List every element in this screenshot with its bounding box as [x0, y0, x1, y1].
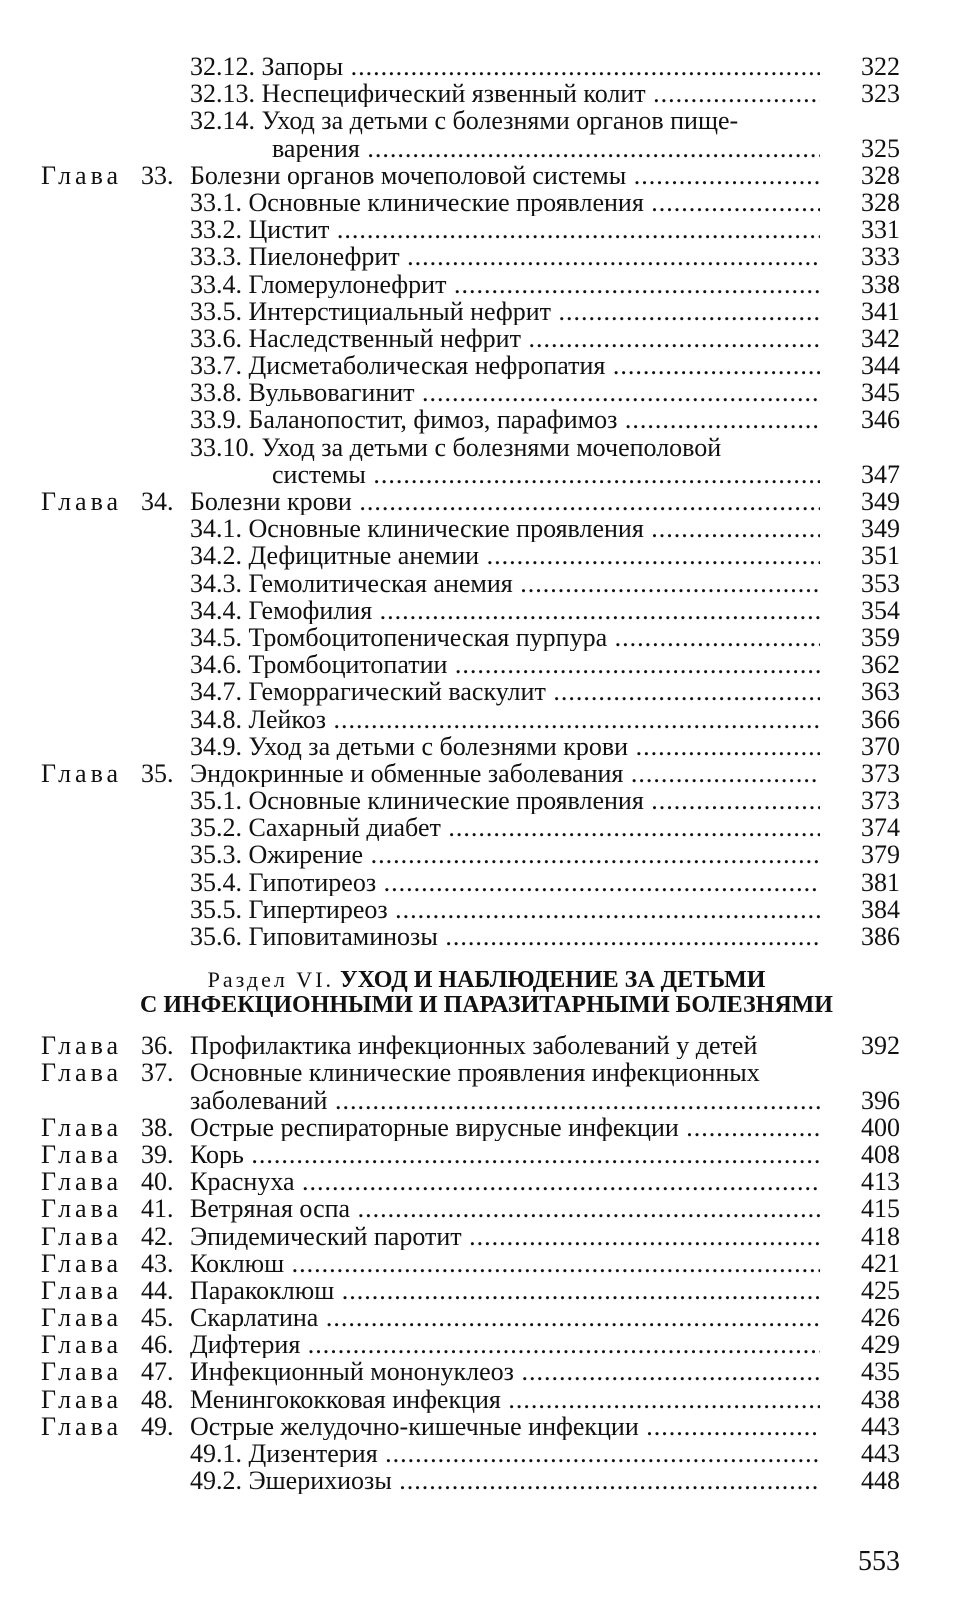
page-reference: 435: [861, 1357, 900, 1387]
page-reference: 443: [861, 1411, 900, 1441]
subsection-number: 33.1.: [190, 188, 242, 217]
toc-entry: [0, 488, 973, 515]
subsection-number: 49.1.: [190, 1440, 242, 1468]
entry-title: Цистит: [248, 216, 330, 244]
subsection-number: 32.13.: [190, 80, 255, 108]
toc-entry: [0, 271, 973, 298]
chapter-label: Глава: [41, 1221, 123, 1251]
subsection-number: 34.3.: [190, 569, 242, 597]
entry-title: Гломерулонефрит: [248, 270, 447, 298]
subsection-entry: [190, 923, 820, 950]
subsection-entry: [190, 216, 820, 243]
chapter-label: Глава: [41, 160, 123, 190]
entry-title: Дифтерия .....: [190, 1331, 820, 1358]
toc-entry: [0, 352, 973, 379]
page-reference: 379: [861, 840, 900, 870]
toc-entry: [0, 162, 973, 189]
page-reference: 366: [861, 704, 900, 734]
chapter-label: Глава: [41, 1303, 123, 1333]
toc-entry: [0, 1440, 973, 1467]
entry-title: Менингококковая инфекция .....: [190, 1386, 820, 1413]
subsection-number: 34.2.: [190, 542, 242, 570]
subsection-entry: [190, 53, 820, 80]
entry-title: Эпидемический паротит .....: [190, 1223, 820, 1250]
subsection-number: 34.6.: [190, 651, 242, 679]
subsection-number: 32.12.: [190, 53, 255, 81]
entry-title: Основные клинические проявления: [248, 787, 644, 815]
subsection-number: 33.4.: [190, 270, 242, 298]
section-heading-line-1: [0, 966, 973, 994]
table-of-contents: [0, 53, 973, 1494]
chapter-label: Глава: [41, 1167, 123, 1197]
toc-entry: [0, 624, 973, 651]
chapter-label: Глава: [41, 1139, 123, 1169]
toc-entry: [0, 107, 973, 134]
section-prefix: Раздел VI.: [207, 967, 335, 993]
subsection-number: 33.7.: [190, 352, 242, 380]
entry-title: Уход за детьми с болезнями мочеполовой: [261, 433, 722, 461]
entry-title: Основные клинические проявления: [248, 188, 644, 217]
chapter-number: 45.: [141, 1303, 174, 1333]
entry-title: Пиелонефрит: [248, 243, 400, 271]
page-reference: 328: [861, 160, 900, 190]
subsection-number: 32.14.: [190, 107, 255, 135]
entry-title: Болезни органов мочеполовой системы .....: [190, 162, 820, 189]
entry-title: Тромбоцитопеническая пурпура: [248, 623, 608, 652]
toc-entry: [0, 80, 973, 107]
page-reference: 341: [861, 296, 900, 326]
entry-title: Уход за детьми с болезнями органов пище-: [261, 107, 739, 135]
toc-entry: [0, 1032, 973, 1059]
chapter-label: Глава: [41, 1248, 123, 1278]
subsection-entry: [190, 271, 820, 298]
page-reference: 438: [861, 1384, 900, 1414]
entry-title: Гемолитическая анемия: [248, 569, 513, 597]
entry-title: Корь .....: [190, 1141, 820, 1168]
entry-title: Скарлатина .....: [190, 1304, 820, 1331]
page-reference: 418: [861, 1221, 900, 1251]
page-reference: 345: [861, 378, 900, 408]
chapter-number: 48.: [141, 1384, 174, 1414]
page-reference: 413: [861, 1167, 900, 1197]
page-reference: 346: [861, 405, 900, 435]
section-title-line-2: С ИНФЕКЦИОННЫМИ И ПАРАЗИТАРНЫМИ БОЛЕЗНЯМИ: [140, 992, 833, 1019]
subsection-number: 34.4.: [190, 596, 242, 624]
subsection-entry: [190, 542, 820, 569]
chapter-number: 38.: [141, 1112, 174, 1142]
toc-block-chapters-32-35: [0, 53, 973, 950]
subsection-entry: [190, 597, 820, 624]
toc-entry: [0, 1331, 973, 1358]
page-reference: 342: [861, 323, 900, 353]
chapter-number: 49.: [141, 1411, 174, 1441]
page-reference: 373: [861, 758, 900, 788]
section-title-line-1: УХОД И НАБЛЮДЕНИЕ ЗА ДЕТЬМИ: [340, 967, 766, 994]
chapter-number: 37.: [141, 1058, 174, 1088]
subsection-number: 35.1.: [190, 787, 242, 815]
page-reference: 323: [861, 79, 900, 109]
entry-title: Лейкоз: [248, 705, 326, 733]
page-reference: 374: [861, 813, 900, 843]
toc-entry: [0, 243, 973, 270]
toc-entry: [0, 787, 973, 814]
entry-title: Коклюш .....: [190, 1250, 820, 1277]
entry-title: Дисметаболическая нефропатия: [248, 352, 606, 380]
page-reference: 363: [861, 677, 900, 707]
section-heading: [0, 950, 973, 1032]
toc-entry: [0, 1087, 973, 1114]
page-reference: 354: [861, 595, 900, 625]
toc-entry: [0, 1413, 973, 1440]
page-reference: 333: [861, 242, 900, 272]
chapter-number: 41.: [141, 1194, 174, 1224]
toc-entry: [0, 1467, 973, 1494]
entry-title: Тромбоцитопатии: [248, 651, 448, 679]
page-reference: 384: [861, 894, 900, 924]
subsection-number: 35.5.: [190, 895, 242, 924]
toc-entry: [0, 706, 973, 733]
chapter-number: 36.: [141, 1031, 174, 1061]
toc-entry: [0, 1277, 973, 1304]
toc-entry: [0, 325, 973, 352]
subsection-entry: [190, 352, 820, 379]
page-reference: 328: [861, 187, 900, 217]
entry-title: Острые респираторные вирусные инфекции .....: [190, 1114, 820, 1141]
entry-title: Неспецифический язвенный колит: [261, 80, 646, 108]
page-reference: 396: [861, 1085, 900, 1115]
subsection-number: 33.10.: [190, 433, 255, 461]
chapter-number: 35.: [141, 758, 174, 788]
chapter-label: Глава: [41, 1384, 123, 1414]
entry-title: Дефицитные анемии: [248, 542, 480, 570]
entry-title: Инфекционный мононуклеоз .....: [190, 1358, 820, 1385]
page-reference: 373: [861, 786, 900, 816]
page-reference: 426: [861, 1303, 900, 1333]
entry-title: Ожирение: [248, 841, 364, 869]
subsection-number: 34.9.: [190, 732, 242, 760]
toc-entry: [0, 379, 973, 406]
entry-title: Эндокринные и обменные заболевания .....: [190, 760, 820, 787]
toc-entry: [0, 1304, 973, 1331]
subsection-entry: [190, 624, 820, 651]
page-reference: 322: [861, 52, 900, 81]
page-reference: 443: [861, 1439, 900, 1468]
subsection-entry: [190, 896, 820, 923]
page-reference: 349: [861, 487, 900, 516]
subsection-entry: [190, 1467, 820, 1494]
subsection-number: 49.2.: [190, 1467, 242, 1495]
toc-entry: [0, 216, 973, 243]
chapter-number: 43.: [141, 1248, 174, 1278]
chapter-label: Глава: [41, 1058, 123, 1088]
entry-title: Геморрагический васкулит: [248, 678, 546, 706]
page-reference: 386: [861, 922, 900, 951]
page-reference: 362: [861, 650, 900, 680]
subsection-entry: [190, 570, 820, 597]
subsection-number: 35.4.: [190, 868, 242, 896]
entry-title: Гемофилия: [248, 596, 373, 624]
page-reference: 421: [861, 1248, 900, 1278]
chapter-label: Глава: [41, 1330, 123, 1360]
toc-entry: [0, 570, 973, 597]
toc-entry: [0, 923, 973, 950]
subsection-number: 35.2.: [190, 814, 242, 842]
entry-title: Болезни крови .....: [190, 488, 820, 515]
chapter-number: 33.: [141, 160, 174, 190]
entry-title: Основные клинические проявления: [248, 515, 644, 543]
page-reference: 415: [861, 1194, 900, 1224]
entry-title: Ветряная оспа .....: [190, 1195, 820, 1222]
page-reference: 370: [861, 731, 900, 761]
subsection-number: 34.1.: [190, 515, 242, 543]
entry-title: Дизентерия: [248, 1440, 378, 1468]
toc-entry: [0, 1059, 973, 1086]
page-reference: 408: [861, 1139, 900, 1169]
subsection-entry: [190, 814, 820, 841]
subsection-entry: [190, 841, 820, 868]
page-reference: 425: [861, 1275, 900, 1305]
entry-title-continuation: варения .....: [272, 135, 820, 162]
entry-title: Баланопостит, фимоз, парафимоз: [248, 406, 618, 434]
chapter-number: 42.: [141, 1221, 174, 1251]
subsection-number: 35.3.: [190, 841, 242, 869]
page-reference: 448: [861, 1466, 900, 1496]
chapter-label: Глава: [41, 1112, 123, 1142]
subsection-entry: [190, 678, 820, 705]
page-reference: 344: [861, 351, 900, 381]
toc-entry: [0, 678, 973, 705]
chapter-number: 34.: [141, 487, 174, 516]
chapter-number: 39.: [141, 1139, 174, 1169]
toc-entry: [0, 53, 973, 80]
toc-entry: [0, 651, 973, 678]
toc-entry: [0, 1141, 973, 1168]
toc-entry: [0, 542, 973, 569]
toc-entry: [0, 597, 973, 624]
subsection-entry: [190, 325, 820, 352]
subsection-entry: [190, 869, 820, 896]
toc-entry: [0, 869, 973, 896]
toc-entry: [0, 1114, 973, 1141]
page-reference: 351: [861, 541, 900, 571]
page-reference: 400: [861, 1112, 900, 1142]
entry-title-continuation: заболеваний .....: [190, 1087, 820, 1114]
subsection-number: 34.7.: [190, 678, 242, 706]
chapter-label: Глава: [41, 758, 123, 788]
page-reference: 353: [861, 568, 900, 598]
subsection-number: 34.5.: [190, 623, 242, 652]
entry-title-continuation: системы .....: [272, 461, 820, 488]
subsection-number: 33.6.: [190, 324, 242, 353]
page-reference: 349: [861, 514, 900, 544]
toc-entry: [0, 189, 973, 216]
toc-entry: [0, 1386, 973, 1413]
entry-title: Паракоклюш .....: [190, 1277, 820, 1304]
subsection-number: 33.8.: [190, 379, 242, 407]
subsection-entry: [190, 706, 820, 733]
entry-title: Гиповитаминозы: [248, 923, 438, 951]
page-reference: 325: [861, 133, 900, 163]
toc-entry: [0, 1358, 973, 1385]
toc-entry: [0, 135, 973, 162]
page-reference: 392: [861, 1031, 900, 1061]
chapter-label: Глава: [41, 487, 123, 516]
entry-title: Вульвовагинит: [248, 379, 415, 407]
entry-title: Краснуха .....: [190, 1168, 820, 1195]
subsection-entry: [190, 733, 820, 760]
chapter-label: Глава: [41, 1411, 123, 1441]
page-reference: 338: [861, 269, 900, 299]
entry-title: Основные клинические проявления инфекционных: [190, 1059, 760, 1087]
toc-entry: [0, 760, 973, 787]
toc-entry: [0, 733, 973, 760]
page-reference: 359: [861, 622, 900, 652]
toc-entry: [0, 1168, 973, 1195]
toc-entry: [0, 461, 973, 488]
chapter-label: Глава: [41, 1275, 123, 1305]
chapter-number: 46.: [141, 1330, 174, 1360]
entry-title: Эшерихиозы: [248, 1467, 392, 1495]
page-reference: 347: [861, 459, 900, 489]
toc-entry: [0, 298, 973, 325]
chapter-number: 44.: [141, 1275, 174, 1305]
subsection-number: 33.3.: [190, 243, 242, 271]
subsection-entry: [190, 379, 820, 406]
entry-title: Гипотиреоз: [248, 868, 377, 896]
subsection-entry: [190, 243, 820, 270]
subsection-entry: [190, 787, 820, 814]
subsection-number: 33.9.: [190, 406, 242, 434]
entry-title: Сахарный диабет: [248, 814, 441, 842]
toc-block-chapters-36-49: [0, 1032, 973, 1494]
entry-title: Запоры: [261, 53, 344, 81]
subsection-entry: [190, 1440, 820, 1467]
entry-title: Уход за детьми с болезнями крови: [248, 732, 629, 760]
entry-title: Профилактика инфекционных заболеваний у детей: [190, 1032, 758, 1060]
entry-title: Наследственный нефрит: [248, 324, 521, 353]
page-reference: 381: [861, 867, 900, 897]
subsection-entry: [190, 434, 830, 461]
toc-entry: [0, 1195, 973, 1222]
toc-entry: [0, 434, 973, 461]
subsection-number: 33.5.: [190, 297, 242, 325]
subsection-number: 33.2.: [190, 216, 242, 244]
page-reference: 331: [861, 215, 900, 245]
toc-entry: [0, 1223, 973, 1250]
entry-title: Острые желудочно-кишечные инфекции .....: [190, 1413, 820, 1440]
subsection-entry: [190, 651, 820, 678]
toc-entry: [0, 814, 973, 841]
entry-title: Гипертиреоз: [248, 895, 388, 924]
subsection-entry: [190, 298, 820, 325]
subsection-number: 35.6.: [190, 923, 242, 951]
chapter-label: Глава: [41, 1357, 123, 1387]
subsection-entry: [190, 107, 830, 134]
subsection-entry: [190, 515, 820, 542]
chapter-number: 40.: [141, 1167, 174, 1197]
entry-title: Интерстициальный нефрит: [248, 297, 552, 325]
subsection-entry: [190, 189, 820, 216]
page-number: 553: [858, 1546, 900, 1577]
toc-entry: [0, 1250, 973, 1277]
subsection-entry: [190, 80, 820, 107]
subsection-entry: [190, 406, 820, 433]
chapter-number: 47.: [141, 1357, 174, 1387]
toc-entry: [0, 515, 973, 542]
toc-entry: [0, 841, 973, 868]
chapter-label: Глава: [41, 1194, 123, 1224]
chapter-label: Глава: [41, 1031, 123, 1061]
toc-entry: [0, 896, 973, 923]
page-reference: 429: [861, 1330, 900, 1360]
toc-entry: [0, 406, 973, 433]
subsection-number: 34.8.: [190, 705, 242, 733]
